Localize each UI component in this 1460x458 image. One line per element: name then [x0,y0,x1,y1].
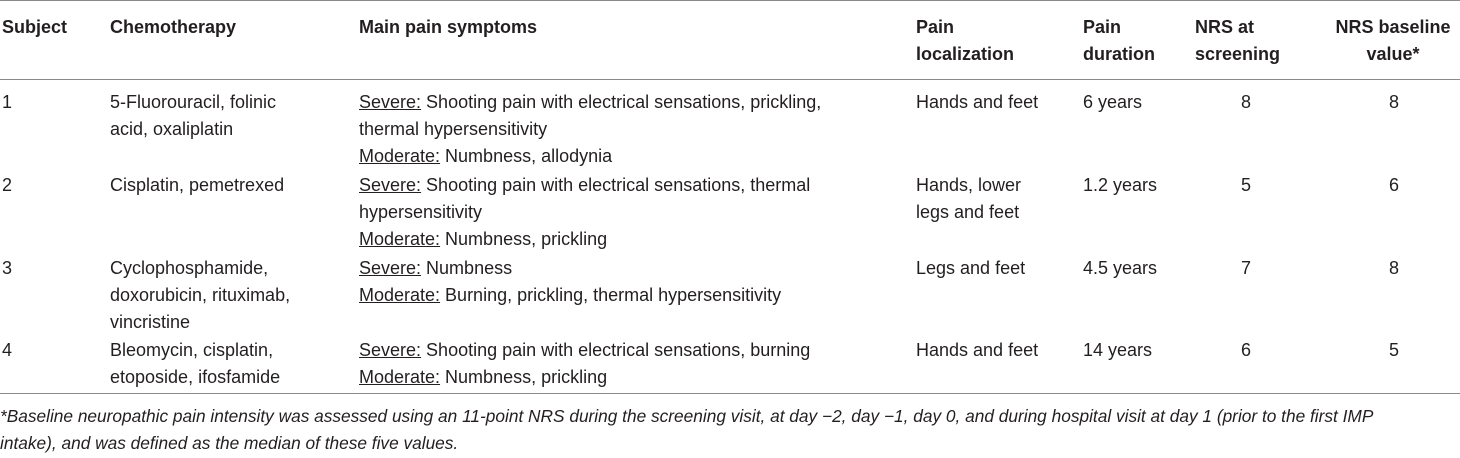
header-subject: Subject [2,17,68,37]
row-2-severe-text-1: Shooting pain with electrical sensations, thermal [421,175,811,195]
row-1-symptoms [359,89,821,170]
row-4-symptoms [359,337,810,391]
row-2-moderate-line [359,226,810,253]
row-3-chemo-line-2: doxorubicin, rituximab, [110,285,291,305]
row-2-localization [916,172,1021,226]
row-1-chemotherapy [110,89,276,143]
header-nrs-screening-line-1: NRS at [1195,17,1255,37]
row-3-severe-line-1 [359,255,781,282]
row-4-chemotherapy [110,337,280,391]
row-3-severe-label: Severe: [359,258,422,278]
row-3-chemotherapy [110,255,290,336]
row-3-localization [916,255,1025,282]
header-duration-line-1: Pain [1083,17,1122,37]
row-4-severe-text-1: Shooting pain with electrical sensations, burning [421,340,811,360]
row-1-duration: 6 years [1083,92,1143,112]
footnote-line-2: intake), and was defined as the median of these five values. [0,433,459,453]
header-rule [0,79,1460,80]
row-1-severe-label: Severe: [359,92,422,112]
row-1-moderate-line [359,143,821,170]
row-2-severe-line-1 [359,172,810,199]
header-nrs-screening-line-2: screening [1195,44,1281,64]
row-3-nrs-screening: 7 [1240,258,1251,278]
row-2-chemotherapy [110,172,284,199]
row-1-severe-text-1: Shooting pain with electrical sensations, prickling, [421,92,822,112]
row-2-moderate-label: Moderate: [359,229,441,249]
row-4-localization-line-1: Hands and feet [916,340,1039,360]
row-1-chemo-line-1: 5-Fluorouracil, folinic [110,92,277,112]
header-symptoms: Main pain symptoms [359,17,538,37]
row-4-duration: 14 years [1083,340,1153,360]
row-2-nrs-baseline: 6 [1388,175,1399,195]
row-2-symptoms [359,172,810,253]
row-4-severe-line-1 [359,337,810,364]
row-4-moderate-text: Numbness, prickling [440,367,608,387]
row-1-localization [916,89,1038,116]
row-3-severe-text-1: Numbness [421,258,513,278]
row-3-duration: 4.5 years [1083,258,1158,278]
header-localization-line-2: localization [916,44,1015,64]
row-3-nrs-baseline: 8 [1388,258,1399,278]
header-chemotherapy: Chemotherapy [110,17,237,37]
row-2-chemo-line-1: Cisplatin, pemetrexed [110,175,285,195]
row-2-severe-label: Severe: [359,175,422,195]
row-1-nrs-screening: 8 [1240,92,1251,112]
row-4-moderate-line [359,364,810,391]
row-3-moderate-label: Moderate: [359,285,441,305]
header-localization-line-1: Pain [916,17,955,37]
row-2-localization-line-1: Hands, lower [916,175,1022,195]
header-localization [916,14,1014,68]
row-3-symptoms [359,255,781,309]
row-4-nrs-screening: 6 [1240,340,1251,360]
header-nrs-baseline [1328,14,1458,68]
header-nrs-screening [1195,14,1280,68]
table-top-rule [0,0,1460,1]
row-4-nrs-baseline: 5 [1388,340,1399,360]
row-2-moderate-text: Numbness, prickling [440,229,608,249]
row-4-subject: 4 [2,340,13,360]
row-2-duration: 1.2 years [1083,175,1158,195]
row-1-moderate-label: Moderate: [359,146,441,166]
row-3-moderate-line [359,282,781,309]
row-1-moderate-text: Numbness, allodynia [440,146,613,166]
row-3-chemo-line-1: Cyclophosphamide, [110,258,269,278]
row-1-localization-line-1: Hands and feet [916,92,1039,112]
row-4-localization [916,337,1038,364]
row-3-chemo-line-3: vincristine [110,312,191,332]
header-nrs-baseline-line-2: value* [1366,44,1420,64]
row-2-nrs-screening: 5 [1240,175,1251,195]
footnote-line-1: *Baseline neuropathic pain intensity was assessed using an 11-point NRS during the screening visit, at day −2, day −1, day 0, and during hospital visit at day 1 (prior to the first IMP [0,406,1374,426]
row-3-localization-line-1: Legs and feet [916,258,1026,278]
row-1-nrs-baseline: 8 [1388,92,1399,112]
row-1-subject: 1 [2,92,13,112]
row-3-moderate-text: Burning, prickling, thermal hypersensitivity [440,285,782,305]
row-2-severe-text-2: hypersensitivity [359,202,483,222]
row-1-severe-line-1 [359,89,821,116]
header-duration [1083,14,1155,68]
header-nrs-baseline-line-1: NRS baseline [1335,17,1451,37]
row-4-chemo-line-2: etoposide, ifosfamide [110,367,281,387]
row-1-severe-text-2: thermal hypersensitivity [359,119,548,139]
row-2-localization-line-2: legs and feet [916,202,1020,222]
table-bottom-rule [0,393,1460,394]
row-1-chemo-line-2: acid, oxaliplatin [110,119,234,139]
table-footnote [0,403,1460,457]
row-3-subject: 3 [2,258,13,278]
row-4-chemo-line-1: Bleomycin, cisplatin, [110,340,274,360]
row-4-severe-label: Severe: [359,340,422,360]
header-duration-line-2: duration [1083,44,1155,64]
row-2-subject: 2 [2,175,13,195]
row-4-moderate-label: Moderate: [359,367,441,387]
